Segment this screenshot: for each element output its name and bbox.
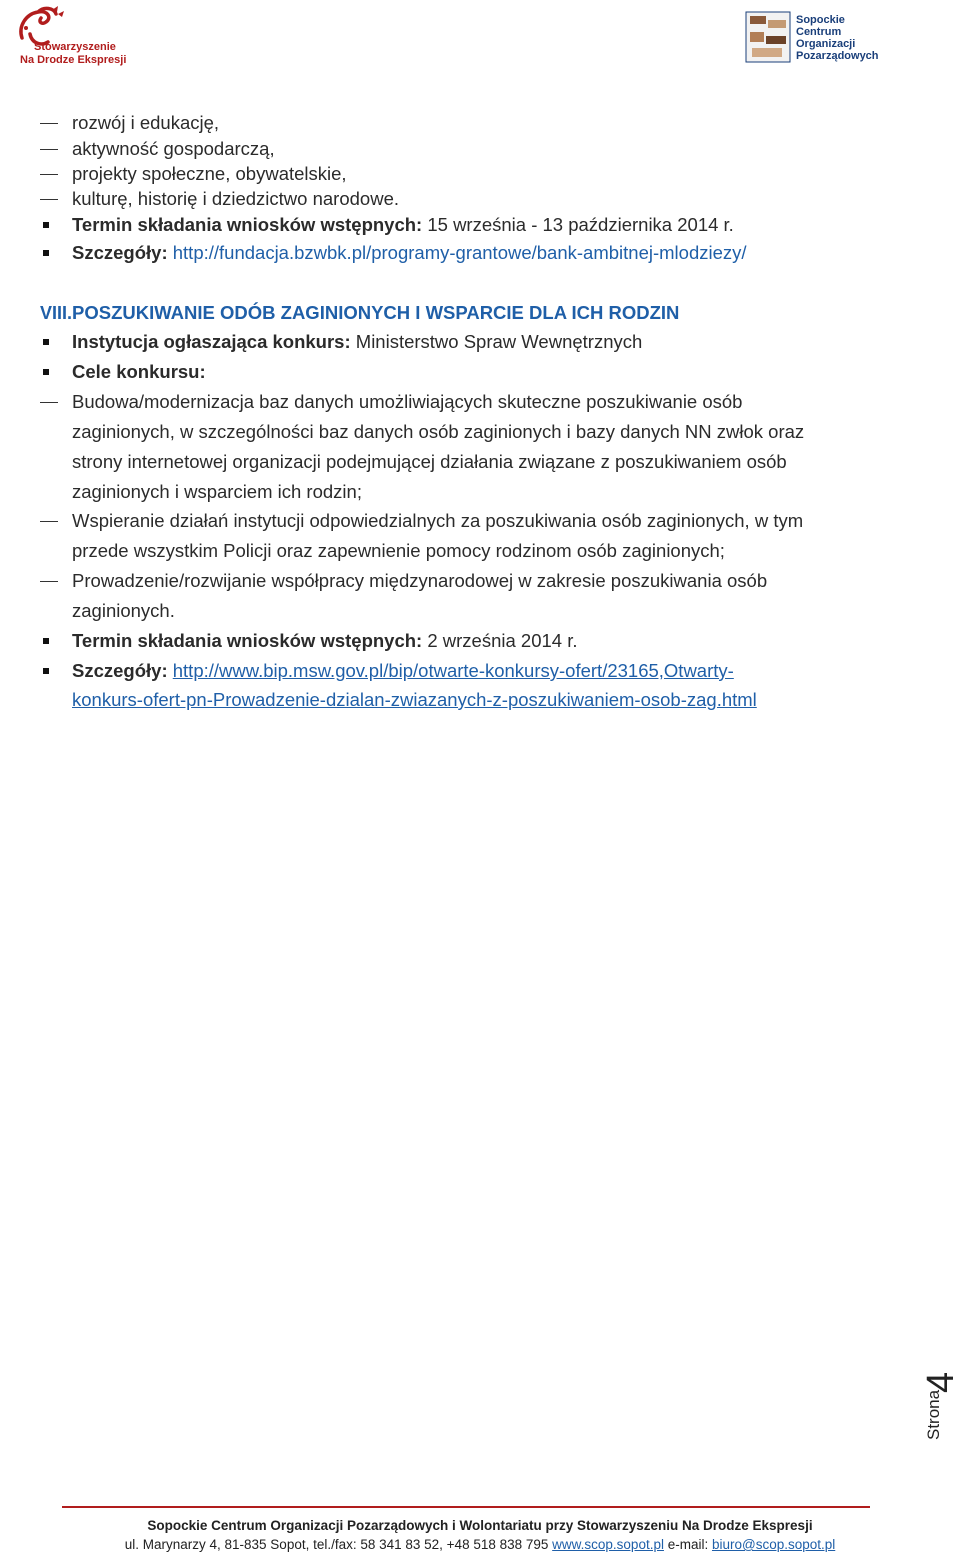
section-title: POSZUKIWANIE ODÓB ZAGINIONYCH I WSPARCIE DLA ICH RODZIN: [72, 302, 680, 323]
deadline-value: 15 września - 13 października 2014 r.: [422, 214, 734, 235]
list-item: projekty społeczne, obywatelskie,: [72, 163, 347, 184]
dash-bullet: [40, 402, 58, 403]
goal-line: strony internetowej organizacji podejmującej działania związane z poszukiwaniem osób: [72, 451, 787, 472]
scop-logo-line1: Sopockie: [796, 14, 845, 26]
goal-line: zaginionych i wsparciem ich rodzin;: [72, 481, 362, 502]
footer-org-name: Sopockie Centrum Organizacji Pozarządowych i Wolontariatu przy Stowarzyszeniu Na Drodze Ekspresji: [147, 1518, 813, 1533]
institution-value: Ministerstwo Spraw Wewnętrznych: [350, 331, 643, 352]
footer-contact: [0, 1537, 960, 1552]
page-number-label: Strona: [924, 1389, 943, 1440]
goal-line: Prowadzenie/rozwijanie współpracy międzynarodowej w zakresie poszukiwania osób: [72, 570, 768, 591]
scop-logo-line2: Centrum: [796, 26, 842, 38]
square-bullet: [43, 222, 49, 228]
stowarzyszenie-logo: [8, 4, 127, 68]
section-number: VIII.: [40, 303, 73, 323]
list-item: aktywność gospodarczą,: [72, 138, 275, 159]
goal-line: Wspieranie działań instytucji odpowiedzialnych za poszukiwania osób zaginionych, w tym: [72, 510, 804, 531]
goal-line: zaginionych, w szczególności baz danych osób zaginionych i bazy danych NN zwłok oraz: [72, 421, 805, 442]
square-bullet: [43, 668, 49, 674]
deadline-label: Termin składania wniosków wstępnych:: [72, 630, 423, 651]
hands-logo-icon: [744, 10, 879, 66]
dash-bullet: [40, 521, 58, 522]
deadline-label: Termin składania wniosków wstępnych:: [72, 214, 423, 235]
square-bullet: [43, 638, 49, 644]
page-number: 4: [920, 1371, 962, 1393]
dash-bullet: [40, 123, 58, 124]
section-details: [72, 660, 734, 682]
footer-email-label: e-mail:: [663, 1537, 712, 1552]
footer-website-link[interactable]: www.scop.sopot.pl: [552, 1537, 664, 1552]
logo-text-line1: Stowarzyszenie: [34, 41, 116, 53]
square-bullet: [43, 369, 49, 375]
footer-address: ul. Marynarzy 4, 81-835 Sopot, tel./fax: 58 341 83 52, +48 518 838 795: [124, 1537, 553, 1552]
dash-bullet: [40, 581, 58, 582]
scop-logo-line3: Organizacji: [796, 38, 856, 50]
details-link[interactable]: http://www.bip.msw.gov.pl/bip/otwarte-konkursy-ofert/23165,Otwarty-: [172, 660, 734, 681]
footer-email-link[interactable]: biuro@scop.sopot.pl: [711, 1537, 836, 1552]
section-deadline: [72, 630, 578, 652]
list-item: kulturę, historię i dziedzictwo narodowe.: [72, 188, 399, 209]
logo-text-line2: Na Drodze Ekspresji: [20, 54, 127, 66]
details-label: Szczegóły:: [72, 242, 168, 263]
square-bullet: [43, 339, 49, 345]
institution-line: [72, 331, 642, 353]
institution-label: Instytucja ogłaszająca konkurs:: [72, 331, 351, 352]
goals-label: Cele konkursu:: [72, 361, 206, 382]
dragon-logo-icon: [8, 4, 127, 68]
scop-logo: [744, 10, 879, 66]
details-label: Szczegóły:: [72, 660, 168, 681]
section-details-cont: [72, 689, 757, 711]
dash-bullet: [40, 199, 58, 200]
deadline-value: 2 września 2014 r.: [422, 630, 578, 651]
top-details: [72, 242, 747, 264]
details-link[interactable]: http://fundacja.bzwbk.pl/programy-grantowe/bank-ambitnej-mlodziezy/: [172, 242, 747, 263]
list-item: rozwój i edukację,: [72, 112, 220, 133]
dash-bullet: [40, 149, 58, 150]
dash-bullet: [40, 174, 58, 175]
square-bullet: [43, 250, 49, 256]
top-deadline: [72, 214, 734, 236]
goal-line: Budowa/modernizacja baz danych umożliwiających skuteczne poszukiwanie osób: [72, 391, 743, 412]
footer-divider: [62, 1506, 870, 1508]
goal-line: przede wszystkim Policji oraz zapewnienie pomocy rodzinom osób zaginionych;: [72, 540, 725, 561]
goal-line: zaginionych.: [72, 600, 175, 621]
scop-logo-line4: Pozarządowych: [796, 50, 879, 62]
details-link-cont[interactable]: konkurs-ofert-pn-Prowadzenie-dzialan-zwiazanych-z-poszukiwaniem-osob-zag.html: [72, 689, 757, 710]
